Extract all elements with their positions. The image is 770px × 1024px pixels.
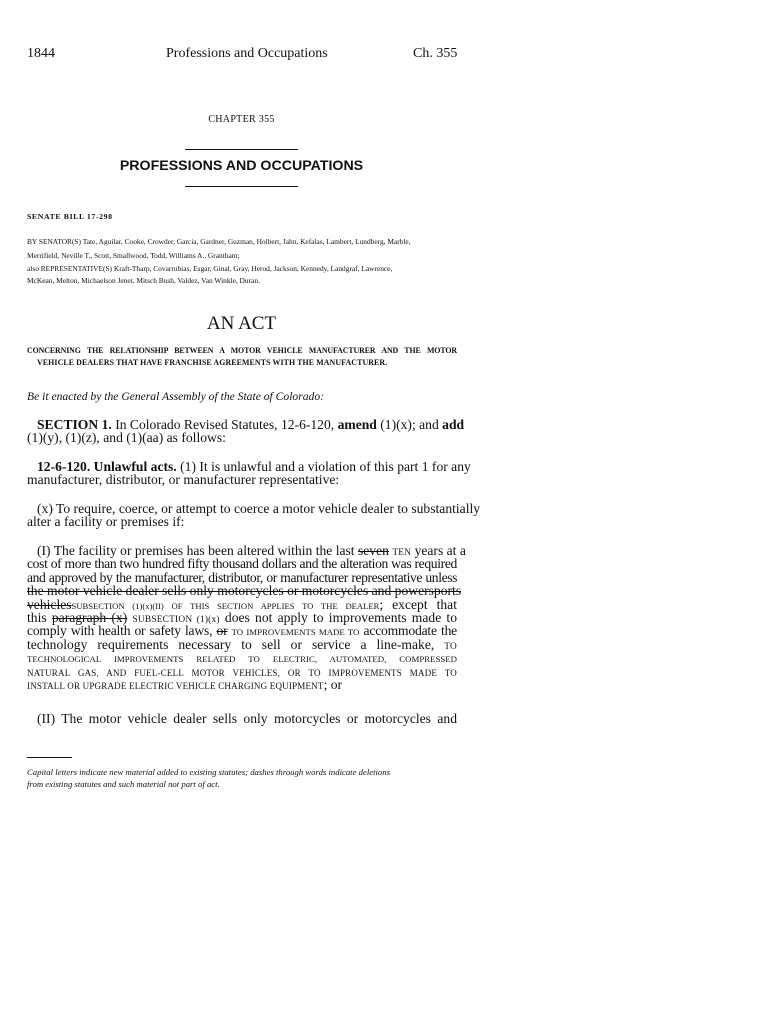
text: technology requirements necessary to sell or service a line-make, — [27, 636, 445, 652]
chapter-label: CHAPTER 355 — [208, 114, 275, 125]
paragraph-I-line-3: and approved by the manufacturer, distributor, or manufacturer representative unless — [27, 569, 457, 585]
deleted-text: the motor vehicle dealer sells only motorcycles or motorcycles and powersports — [27, 583, 462, 599]
add-keyword: add — [442, 417, 465, 432]
concerning-line-2: VEHICLE DEALERS THAT HAVE FRANCHISE AGREEMENTS WITH THE MANUFACTURER. — [37, 358, 388, 367]
deleted-text: vehicles — [27, 596, 72, 612]
act-heading: AN ACT — [206, 313, 277, 334]
chapter-title: PROFESSIONS AND OCCUPATIONS — [119, 158, 364, 174]
inserted-text: TECHNOLOGICAL IMPROVEMENTS RELATED TO ELECTRIC, AUTOMATED, COMPRESSED — [27, 654, 457, 665]
paragraph-I-line-9 — [27, 651, 457, 664]
inserted-text: TO IMPROVEMENTS MADE TO — [231, 627, 360, 638]
footnote-rule — [27, 757, 72, 758]
text: accommodate the — [359, 623, 457, 639]
paragraph-I — [27, 543, 466, 692]
statute-12-6-120 — [27, 459, 471, 488]
paragraph-I-line-2: cost of more than two hundred fifty thousand dollars and the alteration was required — [27, 556, 457, 572]
paragraph-II — [27, 712, 457, 725]
paragraph-I-line-10 — [27, 665, 457, 678]
sponsors-line-2: Merrifield, Neville T., Scott, Smallwood, Todd, Williams A., Grantham; — [27, 251, 240, 260]
text: does not apply to improvements made to — [219, 609, 458, 625]
paragraph-I-line-8 — [27, 638, 457, 651]
rule-bottom — [185, 186, 298, 187]
page-number: 1844 — [27, 46, 55, 61]
statute-text: (1) It is unlawful and a violation of this part 1 for any — [176, 459, 471, 474]
section-1 — [27, 417, 465, 446]
text: (I) The facility or premises has been altered within the last — [37, 543, 358, 558]
text: ; except that — [379, 596, 457, 612]
inserted-text: TO — [444, 641, 457, 652]
sponsors-line-3: also REPRESENTATIVE(S) Kraft-Tharp, Covarrubias, Esgar, Ginal, Gray, Herod, Jackson, Kennedy, Landgraf, Lawrence, — [27, 264, 393, 273]
footnote-line-2: from existing statutes and such material not part of act. — [27, 779, 220, 789]
section-label: SECTION 1. — [37, 417, 112, 432]
paragraph-x-line-2: alter a facility or premises if: — [27, 514, 185, 530]
inserted-text: TEN — [392, 548, 412, 558]
concerning-line-1: CONCERNING THE RELATIONSHIP BETWEEN A MOTOR VEHICLE MANUFACTURER AND THE MOTOR — [27, 346, 457, 355]
paragraph-I-line-7 — [27, 624, 457, 637]
footnote-line-1: Capital letters indicate new material added to existing statutes; dashes through words indicate deletions — [27, 767, 390, 777]
section-text: In Colorado Revised Statutes, 12-6-120, — [111, 417, 338, 432]
statute-heading: 12-6-120. Unlawful acts. — [37, 459, 177, 474]
rule-top — [185, 149, 298, 150]
statute-line-2: manufacturer, distributor, or manufacturer representative: — [27, 472, 340, 488]
section-text: (1)(x); and — [376, 417, 443, 432]
bill-number: SENATE BILL 17-298 — [27, 212, 113, 221]
paragraph-I-line-4 — [27, 583, 462, 599]
section-1-line-1 — [27, 417, 465, 432]
inserted-text: SUBSECTION (1)(x) — [132, 614, 220, 625]
text: this — [27, 609, 52, 625]
enacting-clause: Be it enacted by the General Assembly of the State of Colorado: — [27, 390, 324, 403]
section-1-line-2: (1)(y), (1)(z), and (1)(aa) as follows: — [27, 430, 226, 446]
running-title: Professions and Occupations — [166, 46, 328, 61]
paragraph-II-line-1: (II) The motor vehicle dealer sells only motorcycles or motorcycles and — [37, 711, 457, 726]
inserted-text: INSTALL OR UPGRADE ELECTRIC VEHICLE CHARGING EQUIPMENT — [27, 680, 324, 691]
statute-line-1 — [27, 459, 471, 474]
paragraph-x — [27, 501, 481, 530]
sponsors-line-4: McKean, Melton, Michaelson Jenet, Mitsch Bush, Valdez, Van Winkle, Duran. — [27, 276, 260, 285]
paragraph-I-line-6 — [27, 611, 457, 624]
paragraph-I-line-5 — [27, 598, 457, 611]
paragraph-x-line-1: (x) To require, coerce, or attempt to coerce a motor vehicle dealer to substantially — [37, 501, 481, 516]
chapter-number: Ch. 355 — [413, 46, 458, 61]
text: comply with health or safety laws, — [27, 623, 217, 639]
sponsors-line-1: BY SENATOR(S) Tate, Aguilar, Cooke, Crowder, Garcia, Gardner, Guzman, Holbert, Jahn, Kefalas, Lambert, Lundberg, Marble, — [27, 237, 411, 246]
paragraph-I-line-11 — [27, 678, 457, 691]
deleted-text: or — [216, 623, 228, 639]
inserted-text: SUBSECTION (1)(x)(II) OF THIS SECTION APPLIES TO THE DEALER — [71, 600, 380, 611]
text: years at a — [411, 543, 466, 558]
inserted-text: NATURAL GAS, AND FUEL-CELL MOTOR VEHICLES, OR TO IMPROVEMENTS MADE TO — [27, 667, 457, 678]
paragraph-I-line-1 — [27, 543, 466, 558]
deleted-text: paragraph (x) — [51, 609, 128, 625]
text: ; or — [323, 676, 343, 692]
amend-keyword: amend — [337, 417, 377, 432]
deleted-text: seven — [357, 543, 389, 558]
